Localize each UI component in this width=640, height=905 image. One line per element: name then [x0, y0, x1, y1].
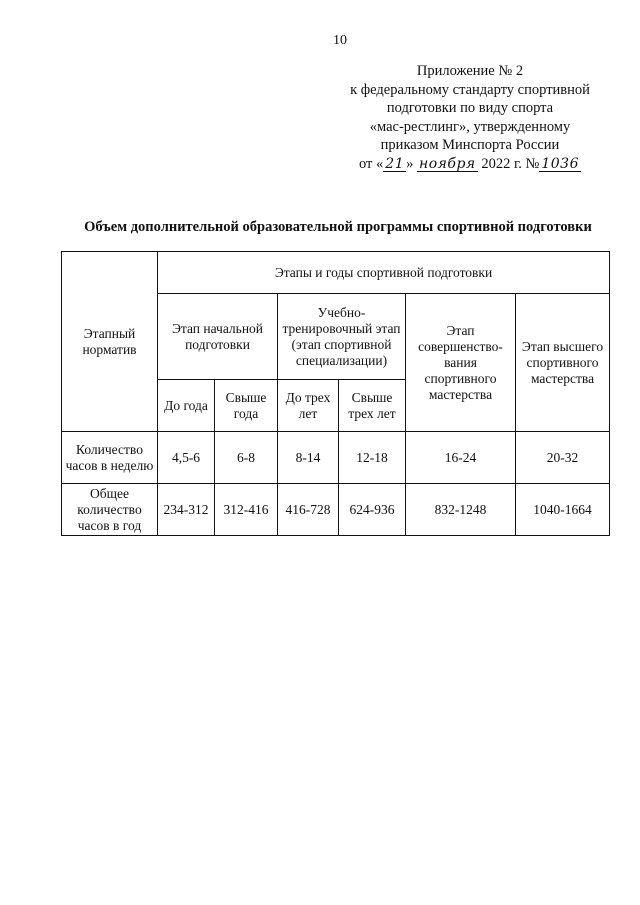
table-cell: 20-32: [516, 432, 610, 484]
table-cell: 416-728: [278, 484, 339, 536]
subheader-training-upto: До трех лет: [278, 380, 339, 432]
subheader-initial-over: Свыше года: [215, 380, 278, 432]
table-cell: 12-18: [339, 432, 406, 484]
subheader-training-over: Свыше трех лет: [339, 380, 406, 432]
header-stages: Этапы и годы спортивной подготовки: [158, 252, 610, 294]
table-cell: 1040-1664: [516, 484, 610, 536]
table-cell: 8-14: [278, 432, 339, 484]
table-cell: 624-936: [339, 484, 406, 536]
header-norm: Этапный норматив: [62, 252, 158, 432]
table-cell: 832-1248: [406, 484, 516, 536]
date-mid: »: [406, 155, 414, 172]
appendix-line: подготовки по виду спорта: [386, 100, 554, 116]
appendix-header: [340, 62, 600, 173]
header-improvement-stage: Этап совершенство-вания спортивного мастерства: [406, 294, 516, 432]
table-cell: 4,5-6: [158, 432, 215, 484]
date-year: 2022 г. №: [481, 155, 540, 172]
header-training-stage: Учебно-тренировочный этап (этап спортивной специализации): [278, 294, 406, 380]
handwritten-day: 21: [385, 155, 405, 172]
date-prefix: от «: [359, 155, 384, 172]
document-title: Объем дополнительной образовательной программы спортивной подготовки: [84, 219, 592, 235]
table-row: [62, 432, 610, 484]
table-cell: 312-416: [215, 484, 278, 536]
appendix-line: к федеральному стандарту спортивной: [350, 81, 590, 98]
page-number: 10: [333, 33, 347, 48]
appendix-line: Приложение № 2: [416, 63, 524, 79]
handwritten-month: ноября: [418, 155, 476, 172]
appendix-line: приказом Минспорта России: [380, 137, 560, 153]
table-header-row: [62, 252, 610, 294]
program-volume-table: [61, 251, 610, 536]
header-initial-stage: Этап начальной подготовки: [158, 294, 278, 380]
row-label: Количество часов в неделю: [62, 432, 158, 484]
order-date-line: [340, 155, 600, 174]
handwritten-order-number: 1036: [541, 155, 579, 172]
header-higher-stage: Этап высшего спортивного мастерства: [516, 294, 610, 432]
table-cell: 16-24: [406, 432, 516, 484]
row-label: Общее количество часов в год: [62, 484, 158, 536]
appendix-line: «мас-рестлинг», утвержденному: [369, 118, 571, 135]
subheader-initial-upto: До года: [158, 380, 215, 432]
table-cell: 234-312: [158, 484, 215, 536]
table-cell: 6-8: [215, 432, 278, 484]
table-row: [62, 484, 610, 536]
